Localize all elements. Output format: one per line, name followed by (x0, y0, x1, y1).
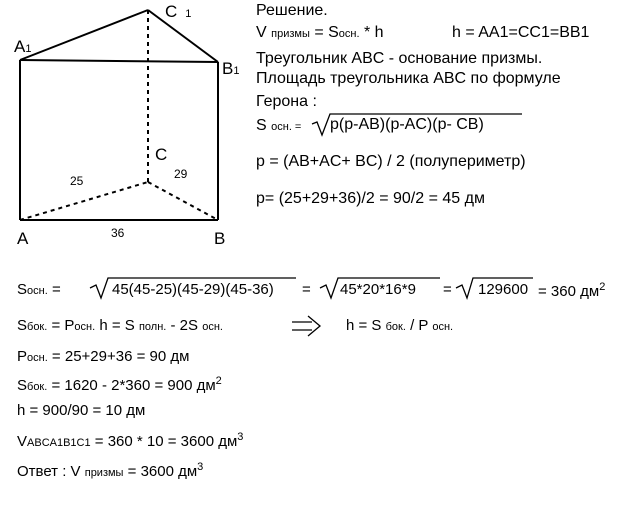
volume-value: VABCA1B1C1 = 360 * 10 = 3600 $дм^3$ (17, 431, 244, 450)
heron-radicand: p(p-AB)(p-AC)(p- CB) (330, 116, 484, 133)
height-equality: h = AA1=CC1=BB1 (452, 24, 590, 41)
semi-perimeter-formula: p = (AB+AC+ BC) / 2 (полупериметр) (256, 153, 526, 170)
edge-cb-length: 29 (174, 167, 188, 181)
semi-perimeter-value: p= (25+29+36)/2 = 90/2 = 45 дм (256, 190, 485, 207)
edge-a1c1 (20, 10, 148, 60)
edge-cb-hidden (148, 182, 218, 220)
height-formula: h = S бок. / P осн. (346, 317, 454, 334)
vertex-b-label: B (214, 229, 226, 248)
vertex-c1-label: C 1 (165, 2, 192, 21)
vertex-c-label: C (155, 145, 168, 164)
base-area-radicand-2: 45*20*16*9 (340, 281, 416, 298)
base-area-label: Sосн. = (17, 281, 61, 298)
vertex-a-label: A (17, 229, 29, 248)
base-triangle-note: Треугольник ABC - основание призмы. (256, 50, 543, 67)
edge-ac-length: 25 (70, 174, 84, 188)
volume-formula: V призмы = Sосн. * h (256, 24, 384, 41)
implies-arrow (292, 316, 320, 336)
heron-formula: S осн. = (256, 117, 302, 134)
base-area-radicand-3: 129600 (478, 281, 529, 298)
heron-note-2: Герона : (256, 93, 317, 110)
solution-heading: Решение. (256, 2, 328, 19)
answer: Ответ : V призмы = 3600 $дм^3$ (17, 461, 204, 480)
edge-ab-length: 36 (111, 226, 125, 240)
edge-a1b1 (20, 60, 218, 62)
lateral-area-formula: Sбок. = Pосн. h = S полн. - 2S осн. (17, 317, 223, 334)
edge-ac-hidden (20, 182, 148, 220)
height-value: h = 900/90 = 10 дм (17, 402, 146, 419)
lateral-area-value: Sбок. = 1620 - 2*360 = 900 $дм^2$ (17, 375, 222, 394)
vertex-b1-label: B1 (222, 59, 240, 78)
base-perimeter: Pосн. = 25+29+36 = 90 дм (17, 348, 190, 365)
base-area-result: = 360 $дм^2$ (538, 281, 606, 300)
eq-sign-1: = (302, 281, 311, 298)
base-area-radicand-1: 45(45-25)(45-29)(45-36) (112, 281, 274, 298)
vertex-a1-label: A1 (14, 37, 32, 56)
heron-note-1: Площадь треугольника ABC по формуле (256, 70, 561, 87)
eq-sign-2: = (443, 281, 452, 298)
